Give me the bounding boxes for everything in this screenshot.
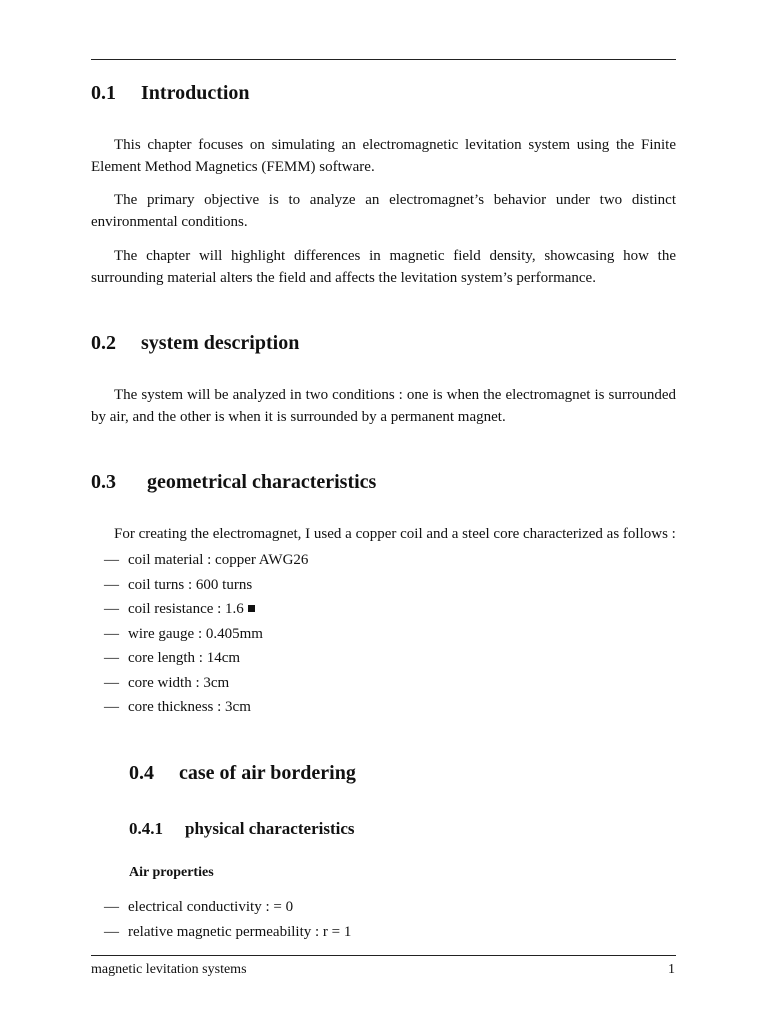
air-properties-list	[104, 895, 351, 944]
list-item: — electrical conductivity : = 0	[104, 895, 351, 920]
list-item: — wire gauge : 0.405mm	[104, 622, 308, 647]
list-dash: —	[104, 899, 119, 915]
list-dash: —	[104, 625, 119, 642]
list-item: — coil turns : 600 turns	[104, 573, 308, 598]
list-item: — core length : 14cm	[104, 646, 308, 671]
list-dash: —	[104, 699, 119, 715]
list-dash: —	[104, 601, 119, 617]
list-item: — coil material : copper AWG26	[104, 548, 308, 573]
section-heading-air-bordering	[129, 761, 356, 785]
geometry-intro-paragraph: For creating the electromagnet, I used a copper coil and a steel core characterized as follows :	[114, 526, 676, 542]
system-description-paragraph: The system will be analyzed in two conditions : one is when the electromagnet is surrounded by air, and the other is when it is surrounded by a permanent magnet.	[91, 387, 676, 425]
subsection-number: 0.4.1	[129, 819, 163, 838]
list-dash: —	[104, 552, 119, 568]
list-dash: —	[104, 650, 119, 666]
footer-title: magnetic levitation systems	[91, 962, 247, 977]
list-item: — relative magnetic permeability : r = 1	[104, 920, 351, 945]
intro-paragraph-1: This chapter focuses on simulating an electromagnetic levitation system using the Finite Element Method Magnetics (FEMM) software.	[91, 137, 676, 175]
section-number: 0.1	[91, 82, 116, 104]
section-title: case of air bordering	[179, 762, 356, 784]
section-number: 0.2	[91, 332, 116, 354]
section-title: system description	[141, 332, 300, 354]
list-item: — core width : 3cm	[104, 671, 308, 696]
missing-glyph-icon	[248, 605, 255, 612]
list-dash: —	[104, 576, 119, 593]
list-dash: —	[104, 923, 119, 940]
geometry-list	[104, 548, 308, 720]
paragraph-title-air-properties: Air properties	[129, 865, 214, 880]
section-number: 0.3	[91, 471, 116, 493]
footer-rule	[91, 955, 676, 956]
list-item: — core thickness : 3cm	[104, 695, 308, 720]
subsection-heading-physical-characteristics	[129, 819, 355, 839]
section-heading-introduction	[91, 81, 250, 105]
list-item: — coil resistance : 1.6	[104, 597, 308, 622]
list-dash: —	[104, 674, 119, 691]
page-number: 1	[668, 962, 675, 977]
intro-paragraph-2: The primary objective is to analyze an electromagnet’s behavior under two distinct environmental conditions.	[91, 192, 676, 230]
subsection-title: physical characteristics	[185, 819, 355, 838]
section-heading-geometrical-characteristics	[91, 470, 376, 494]
header-rule	[91, 59, 676, 60]
section-heading-system-description	[91, 331, 299, 355]
section-number: 0.4	[129, 762, 154, 784]
section-title: Introduction	[141, 82, 250, 104]
section-title: geometrical characteristics	[147, 471, 377, 493]
intro-paragraph-3: The chapter will highlight differences in magnetic field density, showcasing how the surrounding material alters the field and affects the levitation system’s performance.	[91, 248, 676, 286]
